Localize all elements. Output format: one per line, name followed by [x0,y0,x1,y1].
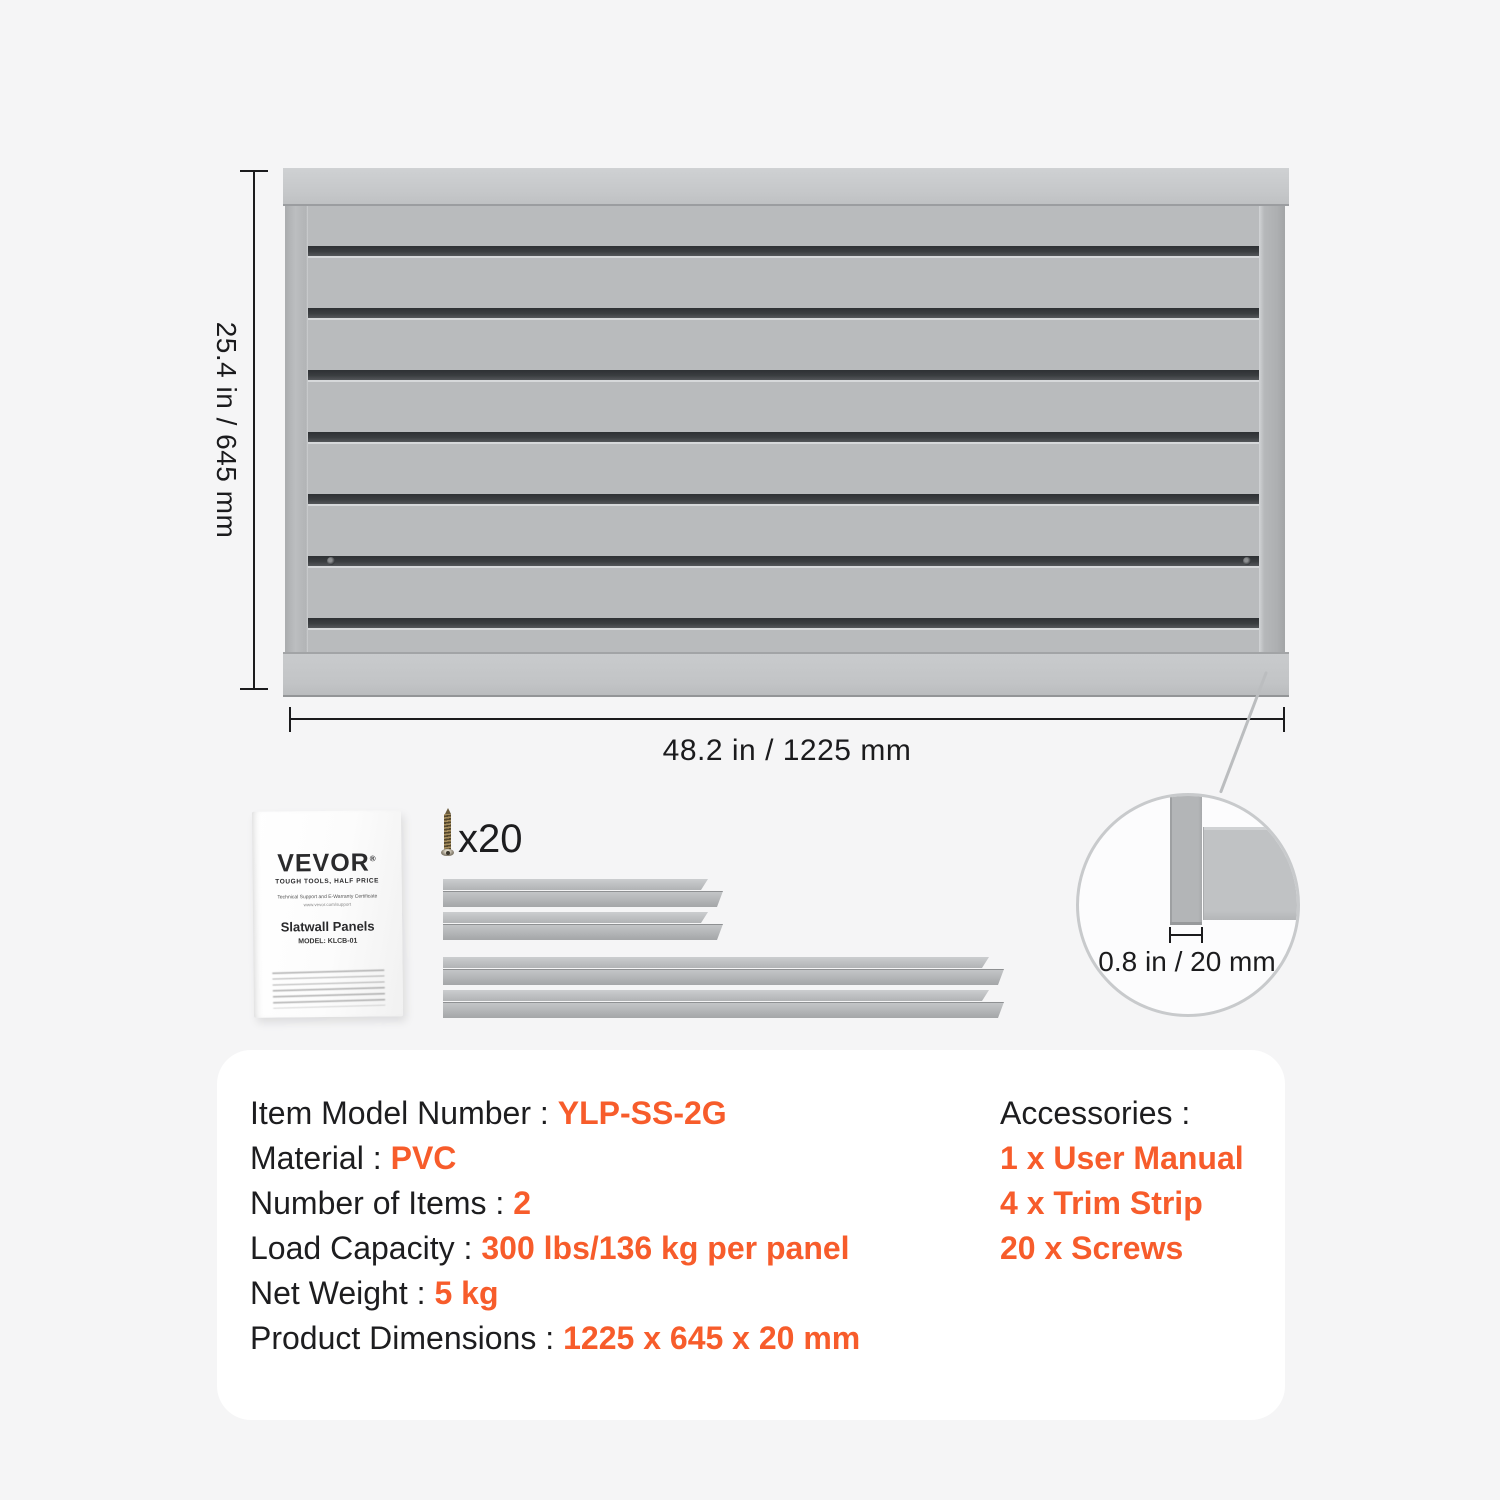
user-manual [252,810,403,1018]
manual-title: Slatwall Panels [280,918,375,935]
trim-strip-front-face [443,1002,1004,1018]
trim-strip-top-face [443,879,708,890]
panel-face-cross-section [1203,827,1300,920]
trim-strip [443,912,723,940]
trim-strip-front-face [443,969,1004,985]
screw-count-label: x20 [458,817,523,861]
width-dimension-label: 48.2 in / 1225 mm [662,734,912,767]
trim-strip-top-face [443,912,708,923]
spec-value: 2 [513,1185,532,1221]
vevor-logo: VEVOR® [277,848,377,878]
manual-fine-print [272,969,385,1008]
trim-strip [443,879,723,907]
width-dimension-cap-right [1283,707,1285,732]
width-dimension-line [290,718,1284,720]
accessory-item: 4 x Trim Strip [1000,1185,1203,1221]
panel-groove [308,246,1259,258]
trim-strip-front-face [443,924,723,940]
spec-card [217,1050,1285,1420]
spec-value: 5 kg [434,1275,499,1311]
height-dimension-cap-top [240,170,268,172]
panel-screw-dot [1243,557,1251,565]
spec-row-load [250,1226,860,1271]
slatwall-panel [285,206,1285,652]
spec-label: Load Capacity : [250,1230,473,1266]
spec-list [250,1091,860,1361]
accessory-item: 20 x Screws [1000,1230,1184,1266]
manual-tagline: TOUGH TOOLS, HALF PRICE [275,877,380,886]
manual-model-line: MODEL: KLCB-01 [298,937,358,946]
panel-groove [308,556,1259,568]
panel-right-trim [1259,206,1285,652]
accessories-list [1000,1091,1244,1271]
trim-strip [443,990,1004,1018]
spec-row-weight [250,1271,860,1316]
thickness-detail-circle [1076,793,1300,1017]
screw-shaft [444,814,451,850]
accessories-heading: Accessories : [1000,1095,1191,1131]
panel-left-trim [285,206,308,652]
width-dimension-cap-left [289,707,291,732]
screw-head [441,849,454,856]
accessory-item: 1 x User Manual [1000,1140,1244,1176]
spec-label: Product Dimensions : [250,1320,555,1356]
panel-groove [308,308,1259,320]
spec-label: Material : [250,1140,382,1176]
panel-groove [308,494,1259,506]
spec-label: Item Model Number : [250,1095,549,1131]
screw-icon [441,808,454,858]
trim-strip-top-face [443,957,989,968]
height-dimension-label: 25.4 in / 645 mm [211,321,242,539]
panel-edge-cross-section [1170,796,1202,925]
spec-value: PVC [390,1140,457,1176]
manual-support-line: Technical Support and E-Warranty Certificate [277,893,378,901]
trim-strip-top-face [443,990,989,1001]
thickness-label: 0.8 in / 20 mm [1098,946,1276,977]
height-dimension-line [253,170,255,690]
spec-label: Net Weight : [250,1275,426,1311]
spec-row-dimensions [250,1316,860,1361]
panel-screw-dot [327,557,335,565]
thickness-measure-tick [1169,927,1171,943]
thickness-measure-line [1170,934,1203,936]
spec-value: YLP-SS-2G [557,1095,727,1131]
panel-groove [308,618,1259,630]
spec-value: 300 lbs/136 kg per panel [481,1230,850,1266]
spec-row-items [250,1181,860,1226]
spec-value: 1225 x 645 x 20 mm [563,1320,861,1356]
panel-top-rail [283,168,1289,206]
trim-strip [443,957,1004,985]
spec-row-model [250,1091,860,1136]
registered-mark: ® [369,854,377,864]
trim-strip-front-face [443,891,723,907]
panel-bottom-rail [283,652,1289,697]
panel-groove [308,370,1259,382]
spec-row-material [250,1136,860,1181]
panel-groove [308,432,1259,444]
height-dimension-cap-bottom [240,688,268,690]
thickness-measure-tick [1201,927,1203,943]
manual-website: www.vevor.com/support [303,901,352,908]
spec-label: Number of Items : [250,1185,505,1221]
